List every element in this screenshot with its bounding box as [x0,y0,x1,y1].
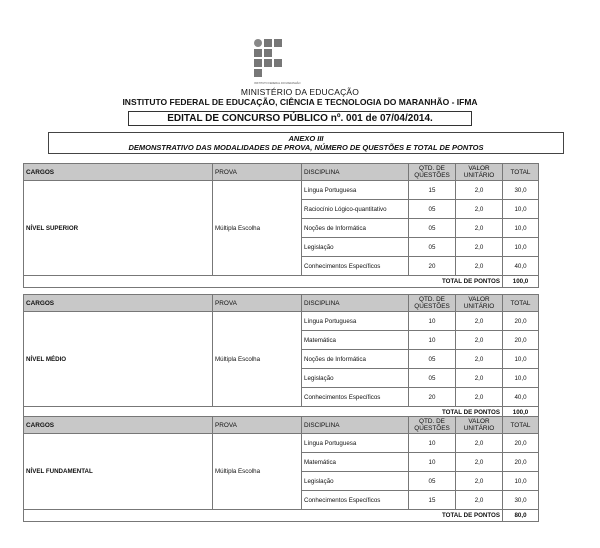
total-cell: 20,0 [503,453,539,472]
col-valor: VALOR UNITÁRIO [456,164,503,181]
disciplina-cell: Língua Portuguesa [302,434,409,453]
qtd-cell: 15 [409,491,456,510]
col-prova: PROVA [213,417,302,434]
col-disciplina: DISCIPLINA [302,164,409,181]
valor-cell: 2,0 [456,472,503,491]
cargo-cell: NÍVEL FUNDAMENTAL [24,434,213,510]
valor-cell: 2,0 [456,312,503,331]
ifma-logo [252,38,301,90]
total-cell: 10,0 [503,200,539,219]
col-disciplina: DISCIPLINA [302,295,409,312]
valor-cell: 2,0 [456,369,503,388]
total-label: TOTAL DE PONTOS [24,510,503,522]
qtd-cell: 10 [409,331,456,350]
disciplina-cell: Legislação [302,472,409,491]
valor-cell: 2,0 [456,181,503,200]
total-cell: 40,0 [503,388,539,407]
total-points: 100,0 [503,276,539,288]
anexo-subtitle: DEMONSTRATIVO DAS MODALIDADES DE PROVA, NÚMERO DE QUESTÕES E TOTAL DE PONTOS [128,143,484,152]
qtd-cell: 05 [409,200,456,219]
logo-text: INSTITUTO FEDERAL DO MARANHÃO [254,82,301,85]
total-points: 100,0 [503,407,539,419]
qtd-cell: 10 [409,453,456,472]
col-qtd: QTD. DE QUESTÕES [409,164,456,181]
disciplina-cell: Língua Portuguesa [302,312,409,331]
col-disciplina: DISCIPLINA [302,417,409,434]
total-cell: 10,0 [503,369,539,388]
total-row [24,510,539,522]
anexo-title: ANEXO III [288,134,324,143]
edital-title: EDITAL DE CONCURSO PÚBLICO nº. 001 de 07/04/2014. [128,111,472,126]
institute-title: INSTITUTO FEDERAL DE EDUCAÇÃO, CIÊNCIA E TECNOLOGIA DO MARANHÃO - IFMA [122,97,478,107]
qtd-cell: 05 [409,472,456,491]
cargo-cell: NÍVEL MÉDIO [24,312,213,407]
qtd-cell: 20 [409,388,456,407]
valor-cell: 2,0 [456,238,503,257]
qtd-cell: 15 [409,181,456,200]
valor-cell: 2,0 [456,388,503,407]
total-cell: 20,0 [503,312,539,331]
total-points: 80,0 [503,510,539,522]
col-total: TOTAL [503,164,539,181]
total-cell: 10,0 [503,472,539,491]
total-cell: 20,0 [503,331,539,350]
valor-cell: 2,0 [456,200,503,219]
score-table [23,294,539,419]
score-table [23,163,539,288]
anexo-box [48,132,564,154]
total-cell: 40,0 [503,257,539,276]
total-label: TOTAL DE PONTOS [24,276,503,288]
col-total: TOTAL [503,295,539,312]
table-header-row [24,164,539,181]
col-valor: VALOR UNITÁRIO [456,295,503,312]
table-header-row [24,295,539,312]
disciplina-cell: Conhecimentos Específicos [302,491,409,510]
disciplina-cell: Matemática [302,331,409,350]
disciplina-cell: Raciocínio Lógico-quantitativo [302,200,409,219]
qtd-cell: 05 [409,369,456,388]
disciplina-cell: Conhecimentos Específicos [302,257,409,276]
valor-cell: 2,0 [456,491,503,510]
total-cell: 30,0 [503,491,539,510]
table-row [24,312,539,331]
table-row [24,181,539,200]
disciplina-cell: Noções de Informática [302,219,409,238]
qtd-cell: 05 [409,219,456,238]
col-cargos: CARGOS [24,295,213,312]
col-prova: PROVA [213,164,302,181]
ministry-title: MINISTÉRIO DA EDUCAÇÃO [240,87,360,97]
total-row [24,276,539,288]
valor-cell: 2,0 [456,453,503,472]
prova-cell: Múltipla Escolha [213,181,302,276]
score-table [23,416,539,522]
col-prova: PROVA [213,295,302,312]
qtd-cell: 05 [409,238,456,257]
col-qtd: QTD. DE QUESTÕES [409,295,456,312]
col-cargos: CARGOS [24,164,213,181]
qtd-cell: 10 [409,434,456,453]
table-header-row [24,417,539,434]
disciplina-cell: Matemática [302,453,409,472]
disciplina-cell: Conhecimentos Específicos [302,388,409,407]
total-cell: 30,0 [503,181,539,200]
cargo-cell: NÍVEL SUPERIOR [24,181,213,276]
valor-cell: 2,0 [456,350,503,369]
total-cell: 10,0 [503,238,539,257]
valor-cell: 2,0 [456,331,503,350]
total-cell: 10,0 [503,350,539,369]
total-label: TOTAL DE PONTOS [24,407,503,419]
valor-cell: 2,0 [456,219,503,238]
col-cargos: CARGOS [24,417,213,434]
disciplina-cell: Legislação [302,369,409,388]
col-qtd: QTD. DE QUESTÕES [409,417,456,434]
valor-cell: 2,0 [456,434,503,453]
disciplina-cell: Noções de Informática [302,350,409,369]
qtd-cell: 20 [409,257,456,276]
qtd-cell: 10 [409,312,456,331]
table-row [24,434,539,453]
col-total: TOTAL [503,417,539,434]
valor-cell: 2,0 [456,257,503,276]
total-cell: 20,0 [503,434,539,453]
disciplina-cell: Legislação [302,238,409,257]
disciplina-cell: Língua Portuguesa [302,181,409,200]
total-cell: 10,0 [503,219,539,238]
prova-cell: Múltipla Escolha [213,434,302,510]
prova-cell: Múltipla Escolha [213,312,302,407]
qtd-cell: 05 [409,350,456,369]
document-header [0,87,600,126]
col-valor: VALOR UNITÁRIO [456,417,503,434]
